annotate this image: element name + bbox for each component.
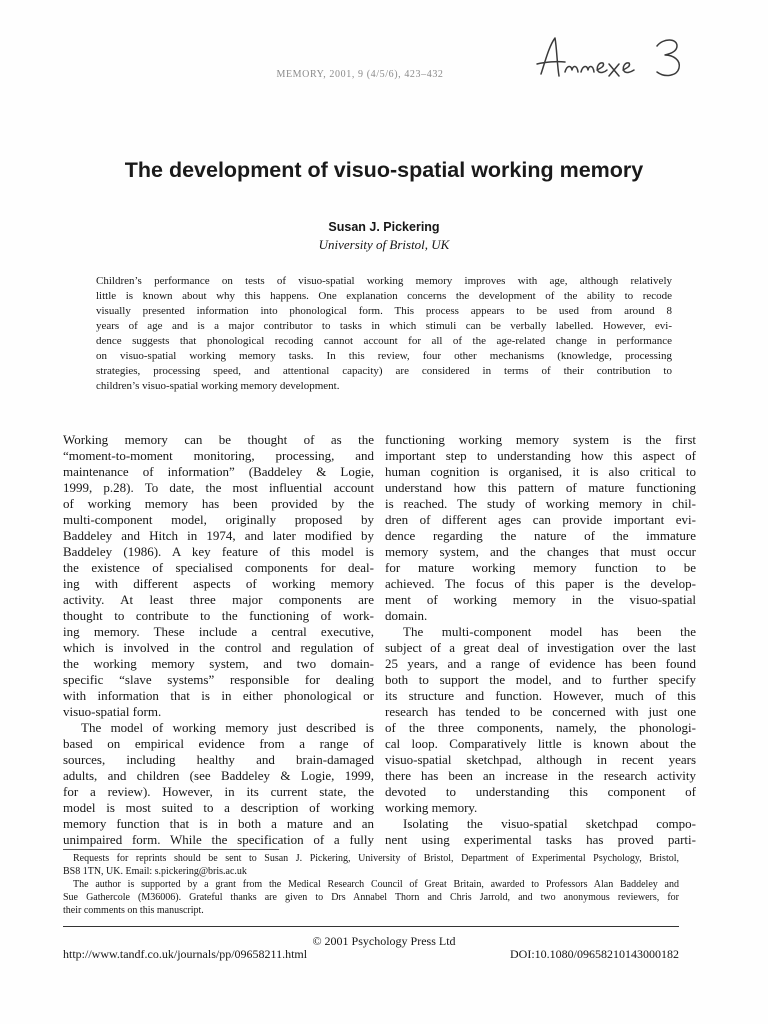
- doi: DOI:10.1080/09658210143000182: [510, 947, 679, 961]
- footnote-line: Sue Gathercole (M36006). Grateful thanks are given to Drs Annabel Thorn and Chris Jarrold, and two anonymous reviewers, for: [63, 892, 679, 903]
- abstract-line: strategies, processing speed, and attentional capacity) are considered in terms of their contribution to: [96, 365, 672, 377]
- body-line: memory function that is in both a mature and an: [63, 816, 374, 831]
- body-line: 1999, p.28). To date, the most influential account: [63, 480, 374, 495]
- footnote-line: BS8 1TN, UK. Email: s.pickering@bris.ac.uk: [63, 866, 247, 877]
- body-line: functioning working memory system is the first: [385, 432, 696, 447]
- abstract-line: dence suggests that phonological recoding cannot account for all of the age-related change in performance: [96, 335, 672, 347]
- body-line: for a review). However, in its current state, the: [63, 784, 374, 799]
- body-line: understand how this pattern of mature functioning: [385, 480, 696, 495]
- body-line: there has been an increase in the research activity: [385, 768, 696, 783]
- body-line: research has tended to be concerned with just one: [385, 704, 696, 719]
- body-line: multi-component model, originally proposed by: [63, 512, 374, 527]
- body-line: The multi-component model has been the: [403, 624, 696, 639]
- footnote-line: their comments on this manuscript.: [63, 905, 204, 916]
- abstract-line: on visuo-spatial working memory tasks. In this review, four other mechanisms (knowledge, processing: [96, 350, 672, 362]
- copyright-notice: © 2001 Psychology Press Ltd: [312, 934, 456, 948]
- body-line: Baddeley (1986). A key feature of this model is: [63, 544, 374, 559]
- body-line: ing with different aspects of working memory: [63, 576, 374, 591]
- body-line: thought to contribute to the functioning of work-: [63, 608, 374, 623]
- body-line: cal loop. Comparatively little is known about the: [385, 736, 696, 751]
- footer-rule: [63, 926, 679, 927]
- body-line: visuo-spatial sketchpad, although in recent years: [385, 752, 696, 767]
- author-affiliation: University of Bristol, UK: [318, 237, 450, 252]
- body-line: 25 years, and a range of evidence has been found: [385, 656, 696, 671]
- body-line: human cognition is organised, it is also critical to: [385, 464, 696, 479]
- abstract-line: visually presented information into phonological form. This process appears to be used from around 8: [96, 305, 672, 317]
- body-line: its structure and function. However, much of this: [385, 688, 696, 703]
- body-line: adults, and children (see Baddeley & Logie, 1999,: [63, 768, 374, 783]
- body-line: devoted to understanding this component of: [385, 784, 696, 799]
- abstract-line: Children’s performance on tests of visuo-spatial working memory improves with age, although relatively: [96, 275, 672, 287]
- body-line: which is involved in the control and regulation of: [63, 640, 374, 655]
- body-line: important step to understanding how this aspect of: [385, 448, 696, 463]
- body-line: activity. At least three major components are: [63, 592, 374, 607]
- footnote-rule: [63, 849, 279, 850]
- body-line: domain.: [385, 608, 428, 623]
- body-line: subject of a great deal of investigation over the last: [385, 640, 696, 655]
- running-head: MEMORY, 2001, 9 (4/5/6), 423–432: [276, 69, 444, 80]
- article-title: The development of visuo-spatial working memory: [124, 158, 644, 182]
- body-line: visuo-spatial form.: [63, 704, 162, 719]
- body-line: dren of different ages can provide important evi-: [385, 512, 696, 527]
- body-line: maintenance of information” (Baddeley & Logie,: [63, 464, 374, 479]
- body-line: is reached. The study of working memory in chil-: [385, 496, 696, 511]
- body-line: The model of working memory just described is: [81, 720, 374, 735]
- footnote-line: Requests for reprints should be sent to Susan J. Pickering, University of Bristol, Department of Experimental Psychology, Bristol,: [73, 853, 679, 864]
- body-line: the working memory system, and two domain-: [63, 656, 374, 671]
- abstract-line: children’s visuo-spatial working memory development.: [96, 380, 340, 392]
- body-line: ment of working memory in the visuo-spatial: [385, 592, 696, 607]
- body-line: sources, including healthy and brain-damaged: [63, 752, 374, 767]
- body-line: Baddeley and Hitch in 1974, and later modified by: [63, 528, 374, 543]
- body-line: “moment-to-moment monitoring, processing, and: [63, 448, 374, 463]
- body-line: with information that is in either phonological or: [63, 688, 374, 703]
- handwritten-annotation: [535, 32, 695, 88]
- author-name: Susan J. Pickering: [328, 220, 440, 234]
- body-line: model is most suited to a description of working: [63, 800, 374, 815]
- body-line: achieved. The focus of this paper is the develop-: [385, 576, 696, 591]
- footnote-line: The author is supported by a grant from the Medical Research Council of Great Britain, awarded to Professors Alan Baddeley and: [73, 879, 679, 890]
- abstract-line: years of age and is a major contributor to tasks in which stimuli can be verbally labelled. However, evi-: [96, 320, 672, 332]
- body-line: nent using experimental tasks has proved parti-: [385, 832, 696, 847]
- body-line: Isolating the visuo-spatial sketchpad compo-: [403, 816, 696, 831]
- body-line: working memory.: [385, 800, 478, 815]
- body-line: both to support the model, and to further specify: [385, 672, 696, 687]
- body-line: Working memory can be thought of as the: [63, 432, 374, 447]
- journal-url: http://www.tandf.co.uk/journals/pp/09658211.html: [63, 947, 308, 961]
- body-line: dence regarding the nature of the immature: [385, 528, 696, 543]
- body-line: ing memory. These include a central executive,: [63, 624, 374, 639]
- abstract-line: little is known about why this happens. One explanation concerns the development of the ability to recode: [96, 290, 672, 302]
- body-line: memory system, and the changes that must occur: [385, 544, 696, 559]
- body-line: based on empirical evidence from a range of: [63, 736, 374, 751]
- body-line: of working memory has been provided by the: [63, 496, 374, 511]
- body-line: the existence of specialised components for deal-: [63, 560, 374, 575]
- body-line: for mature working memory function to be: [385, 560, 696, 575]
- body-line: unimpaired form. While the specification of a fully: [63, 832, 374, 847]
- body-line: specific “slave systems” responsible for dealing: [63, 672, 374, 687]
- body-line: of the three components, namely, the phonologi-: [385, 720, 696, 735]
